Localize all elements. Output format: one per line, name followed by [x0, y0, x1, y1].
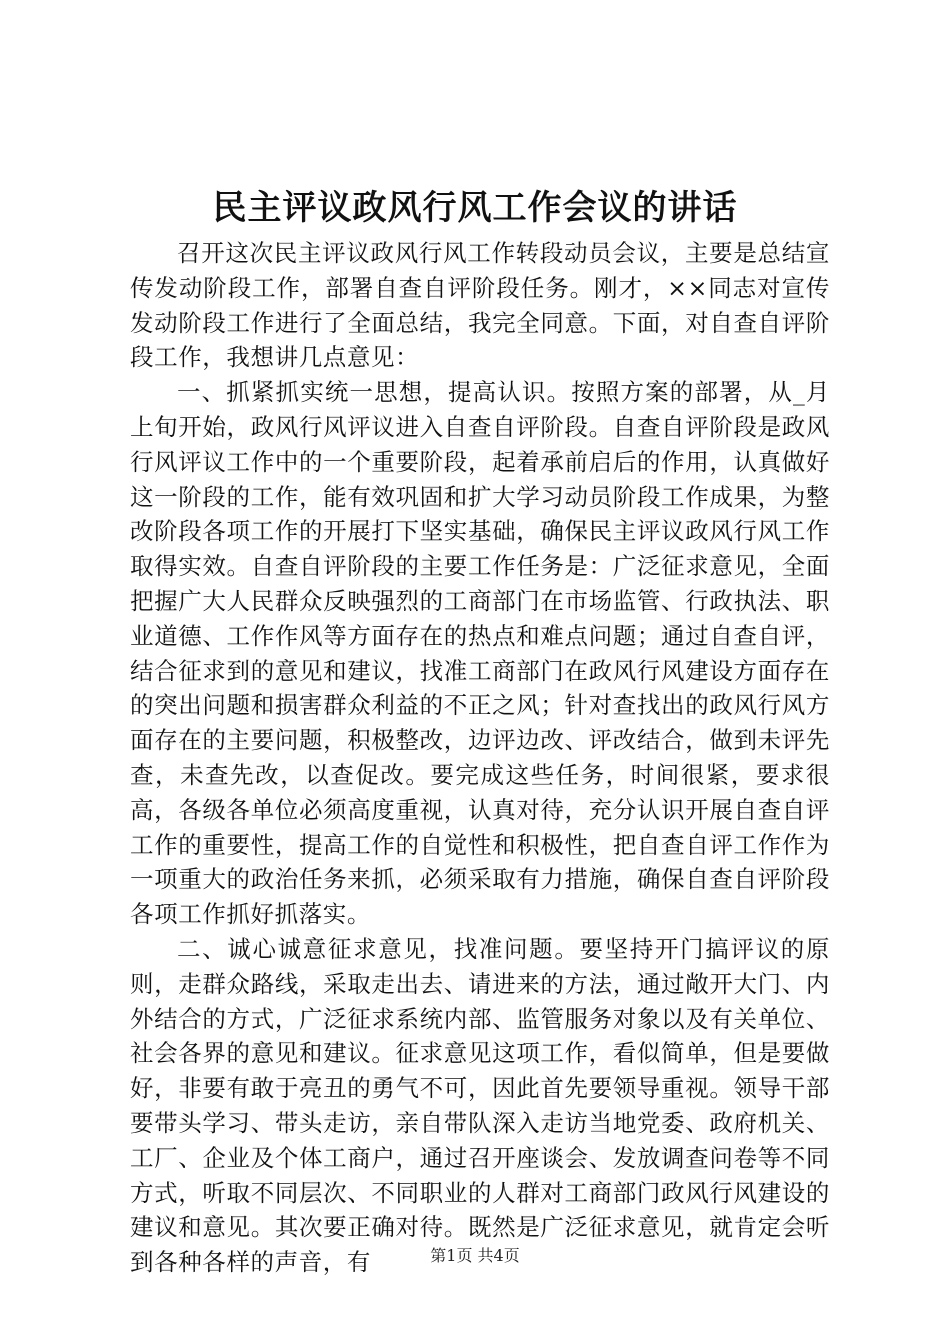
- document-body: [130, 236, 830, 1280]
- paragraph-section-two: 二、诚心诚意征求意见，找准问题。要坚持开门搞评议的原则，走群众路线，采取走出去、请进来的方法，通过敞开大门、内外结合的方式，广泛征求系统内部、监管服务对象以及有关单位、社会各界的意见和建议。征求意见这项工作，看似简单，但是要做好，非要有敢于亮丑的勇气不可，因此首先要领导重视。领导干部要带头学习、带头走访，亲自带队深入走访当地党委、政府机关、工厂、企业及个体工商户，通过召开座谈会、发放调查问卷等不同方式，听取不同层次、不同职业的人群对工商部门政风行风建设的建议和意见。其次要正确对待。既然是广泛征求意见，就肯定会听到各种各样的声音，有: [130, 934, 830, 1277]
- document-title: 民主评议政风行风工作会议的讲话: [212, 188, 738, 228]
- paragraph-intro: 召开这次民主评议政风行风工作转段动员会议，主要是总结宣传发动阶段工作，部署自查自评阶段任务。刚才，××同志对宣传发动阶段工作进行了全面总结，我完全同意。下面，对自查自评阶段工作，我想讲几点意见：: [130, 239, 830, 372]
- page-number-footer: 第1页 共4页: [430, 1246, 520, 1265]
- paragraph-section-one: 一、抓紧抓实统一思想，提高认识。按照方案的部署，从_月上旬开始，政风行风评议进入自查自评阶段。自查自评阶段是政风行风评议工作中的一个重要阶段，起着承前启后的作用，认真做好这一阶段的工作，能有效巩固和扩大学习动员阶段工作成果，为整改阶段各项工作的开展打下坚实基础，确保民主评议政风行风工作取得实效。自查自评阶段的主要工作任务是：广泛征求意见，全面把握广大人民群众反映强烈的工商部门在市场监管、行政执法、职业道德、工作作风等方面存在的热点和难点问题；通过自查自评，结合征求到的意见和建议，找准工商部门在政风行风建设方面存在的突出问题和损害群众利益的不正之风；针对查找出的政风行风方面存在的主要问题，积极整改，边评边改、评改结合，做到未评先查，未查先改，以查促改。要完成这些任务，时间很紧，要求很高，各级各单位必须高度重视，认真对待，充分认识开展自查自评工作的重要性，提高工作的自觉性和积极性，把自查自评工作作为一项重大的政治任务来抓，必须采取有力措施，确保自查自评阶段各项工作抓好抓落实。: [130, 378, 830, 929]
